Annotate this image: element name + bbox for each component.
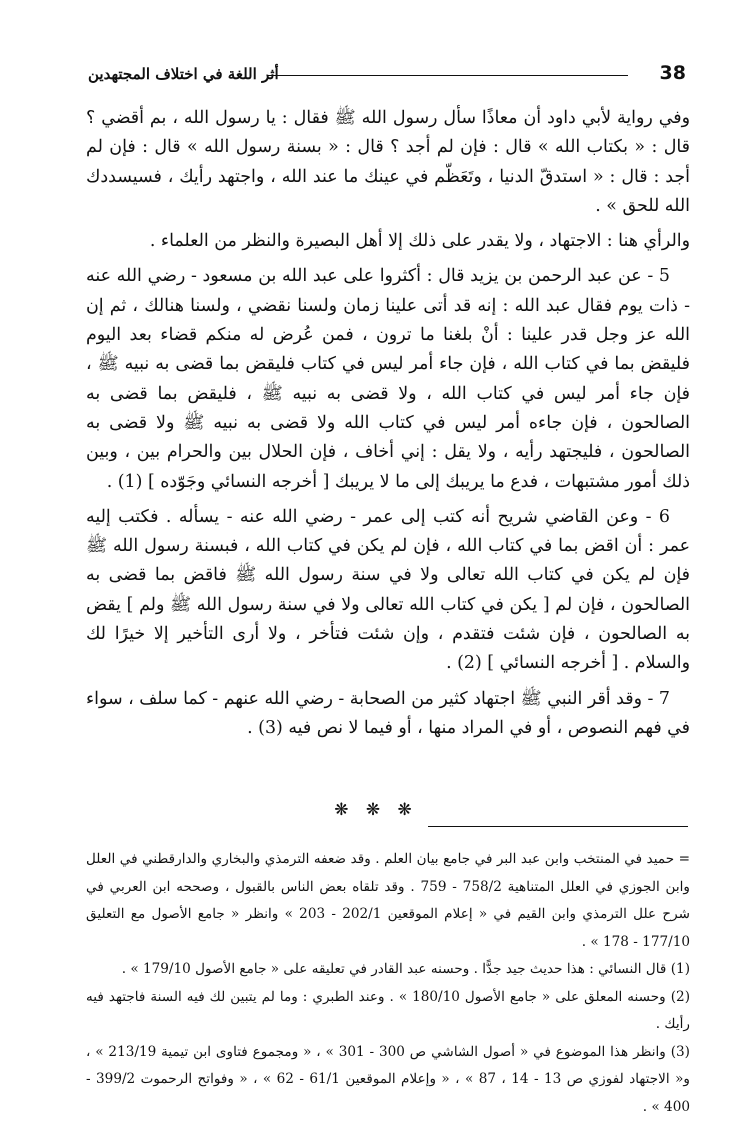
footnote: (3) وانظر هذا الموضوع في « أصول الشاشي ص 300 - 301 » ، « ومجموع فتاوى ابن تيمية 213/19 » ، و« الاجتهاد لفوزي ص 13 - 14 ، 87 » ، « وإعلام الموقعين 61/1 - 62 » ، « وفواتح الرحموت 399/2 - 400 » . — [86, 1039, 690, 1121]
footnote: (1) قال النسائي : هذا حديث جيد جدًّا . وحسنه عبد القادر في تعليقه على « جامع الأصول 179/10 » . — [86, 956, 690, 984]
main-text — [86, 104, 690, 749]
paragraph: 5 - عن عبد الرحمن بن يزيد قال : أكثروا على عبد الله بن مسعود - رضي الله عنه - ذات يوم فقال عبد الله : إنه قد أتى علينا زمان ولسنا نقضي ، ولسنا هنالك ، ثم إن الله عز وجل قدر علينا : أنْ بلغنا ما ترون ، فمن عُرض له منكم قضاء بعد اليوم فليقض بما في كتاب الله ، فإن جاء أمر ليس في كتاب فليقض بما قضى به نبيه ﷺ ، فإن جاء أمر ليس في كتاب الله ، ولا قضى به نبيه ﷺ ، فليقض بما قضى به الصالحون ، فإن جاءه أمر ليس في كتاب الله ولا قضى به نبيه ﷺ ولا قضى به الصالحون ، فليجتهد رأيه ، ولا يقل : إني أخاف ، فإن الحلال بين والحرام بين ، وبين ذلك أمور مشتبهات ، فدع ما يريبك إلى ما لا يريبك [ أخرجه النسائي وجَوّده ] (1) . — [86, 262, 690, 496]
paragraph: وفي رواية لأبي داود أن معاذًا سأل رسول الله ﷺ فقال : يا رسول الله ، بم أقضي ؟ قال : « بكتاب الله » قال : فإن لم أجد ؟ قال : « بسنة رسول الله » قال : فإن لم أجد : قال : « استدقّ الدنيا ، وتَعَظّم في عينك ما عند الله ، واجتهد رأيك ، فسيسددك الله للحق » . — [86, 104, 690, 221]
header-rule — [268, 75, 628, 76]
paragraph: 6 - وعن القاضي شريح أنه كتب إلى عمر - رضي الله عنه - يسأله . فكتب إليه عمر : أن اقض بما في كتاب الله ، فإن لم يكن في كتاب الله ، فبسنة رسول الله ﷺ فإن لم يكن في كتاب الله تعالى ولا في سنة رسول الله ﷺ فاقض بما قضى به الصالحون ، فإن لم [ يكن في كتاب الله تعالى ولا في سنة رسول الله ﷺ ولم ] يقض به الصالحون ، فإن شئت فتقدم ، وإن شئت فتأخر ، ولا أرى التأخير إلا خيرًا لك والسلام . [ أخرجه النسائي ] (2) . — [86, 503, 690, 679]
footnote: = حميد في المنتخب وابن عبد البر في جامع بيان العلم . وقد ضعفه الترمذي والبخاري والدارقطني في العلل وابن الجوزي في العلل المتناهية 758/2 - 759 . وقد تلقاه بعض الناس بالقبول ، وصححه ابن العربي في شرح علل الترمذي وابن القيم في « إعلام الموقعين 202/1 - 203 » وانظر « جامع الأصول مع التعليق 177/10 - 178 » . — [86, 846, 690, 956]
page-header — [88, 58, 686, 92]
paragraph: 7 - وقد أقر النبي ﷺ اجتهاد كثير من الصحابة - رضي الله عنهم - كما سلف ، سواء في فهم النصوص ، أو في المراد منها ، أو فيما لا نص فيه (3) . — [86, 685, 690, 744]
page-number: 38 — [660, 58, 686, 88]
footnote: (2) وحسنه المعلق على « جامع الأصول 180/10 » . وعند الطبري : وما لم يتبين لك فيه السنة فاجتهد فيه رأيك . — [86, 984, 690, 1039]
section-separator: ❋ ❋ ❋ — [0, 800, 752, 820]
running-title: أثر اللغة في اختلاف المجتهدين — [88, 60, 279, 88]
footnote-rule — [428, 826, 688, 827]
footnotes — [86, 846, 690, 1121]
paragraph: والرأي هنا : الاجتهاد ، ولا يقدر على ذلك إلا أهل البصيرة والنظر من العلماء . — [86, 227, 690, 256]
